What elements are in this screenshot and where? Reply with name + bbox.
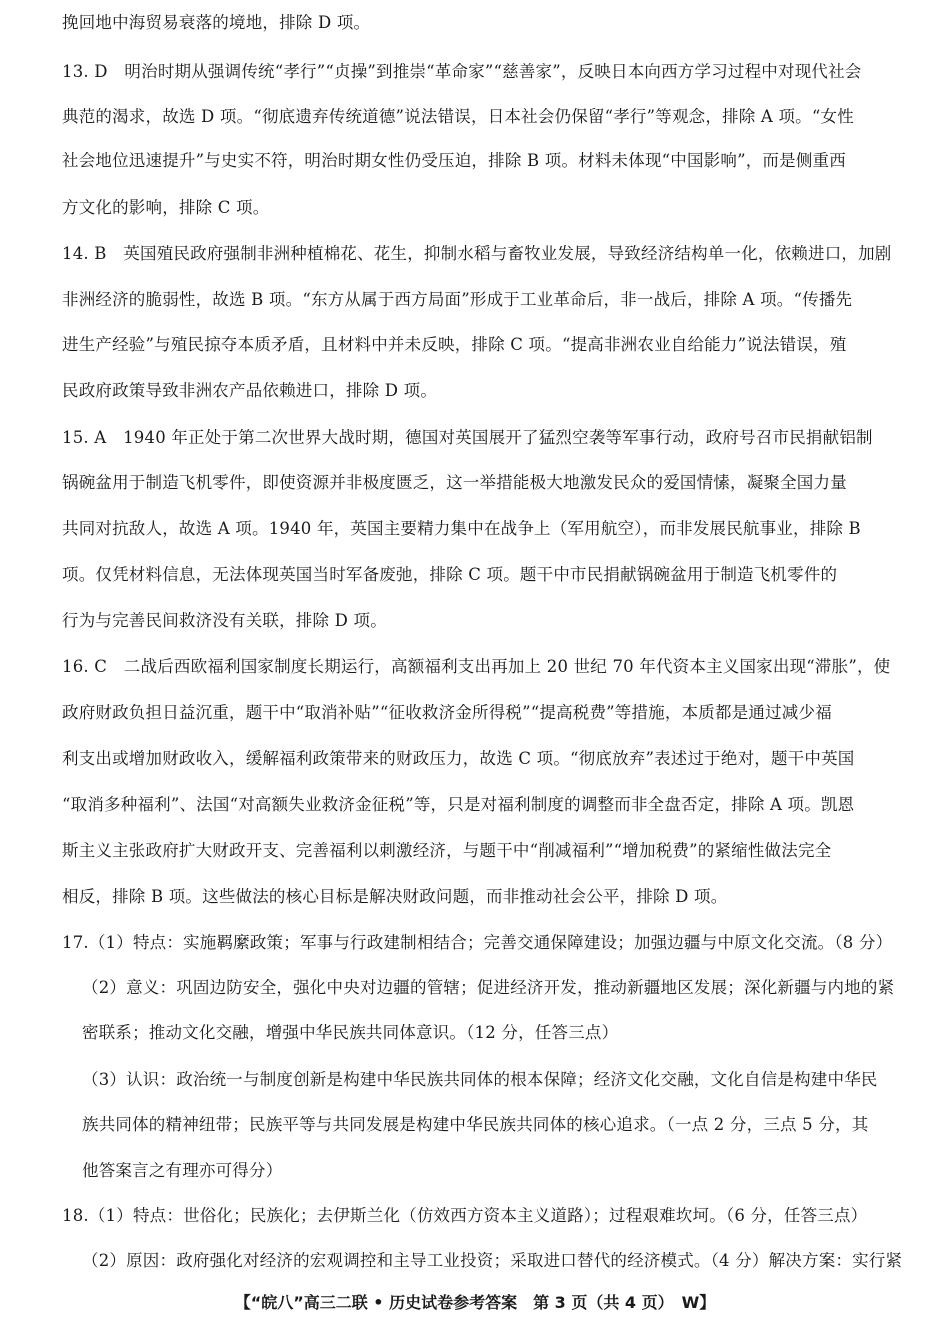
text-line: 民政府政策导致非洲农产品依赖进口，排除 D 项。 (62, 381, 438, 400)
text-line: 政府财政负担日益沉重，题干中“取消补贴”“征收救济金所得税”“提高税费”等措施，本质都是通过减少福 (62, 703, 832, 722)
text-line: 相反，排除 B 项。这些做法的核心目标是解决财政问题，而非推动社会公平，排除 D 项。 (62, 887, 728, 906)
text-line: （2）原因：政府强化对经济的宏观调控和主导工业投资；采取进口替代的经济模式。（4 分）解决方案：实行紧 (82, 1251, 903, 1270)
text-line: 18.（1）特点：世俗化；民族化；去伊斯兰化（仿效西方资本主义道路）；过程艰难坎坷。（6 分，任答三点） (62, 1206, 868, 1225)
text-line: 利支出或增加财政收入，缓解福利政策带来的财政压力，故选 C 项。“彻底放弃”表述过于绝对，题干中英国 (62, 749, 855, 768)
text-line: 进生产经验”与殖民掠夺本质矛盾，且材料中并未反映，排除 C 项。“提高非洲农业自给能力”说法错误，殖 (62, 335, 847, 354)
text-line: “取消多种福利”、法国“对高额失业救济金征税”等，只是对福利制度的调整而非全盘否定，排除 A 项。凯恩 (62, 795, 855, 814)
text-line: 方文化的影响，排除 C 项。 (62, 198, 270, 217)
text-line: 16. C 二战后西欧福利国家制度长期运行，高额福利支出再加上 20 世纪 70 年代资本主义国家出现“滞胀”，使 (62, 657, 891, 676)
text-line: 共同对抗敌人，故选 A 项。1940 年，英国主要精力集中在战争上（军用航空），而非发展民航事业，排除 B (62, 519, 861, 538)
text-line: 社会地位迅速提升”与史实不符，明治时期女性仍受压迫，排除 B 项。材料未体现“中国影响”，而是侧重西 (62, 151, 846, 170)
text-line: 典范的渴求，故选 D 项。“彻底遗弃传统道德”说法错误，日本社会仍保留“孝行”等观念，排除 A 项。“女性 (62, 107, 854, 126)
text-line: 14. B 英国殖民政府强制非洲种植棉花、花生，抑制水稻与畜牧业发展，导致经济结构单一化，依赖进口，加剧 (62, 244, 892, 263)
text-line: 锅碗盆用于制造飞机零件，即使资源并非极度匮乏，这一举措能极大地激发民众的爱国情愫，凝聚全国力量 (62, 473, 847, 492)
text-line: 挽回地中海贸易衰落的境地，排除 D 项。 (62, 13, 371, 32)
text-line: 斯主义主张政府扩大财政开支、完善福利以刺激经济，与题干中“削减福利”“增加税费”的紧缩性做法完全 (62, 841, 832, 860)
text-line: 行为与完善民间救济没有关联，排除 D 项。 (62, 611, 387, 630)
text-line: 13. D 明治时期从强调传统“孝行”“贞操”到推崇“革命家”“慈善家”，反映日本向西方学习过程中对现代社会 (62, 62, 862, 81)
text-line: 非洲经济的脆弱性，故选 B 项。“东方从属于西方局面”形成于工业革命后，非一战后，排除 A 项。“传播先 (62, 290, 853, 309)
text-line: 族共同体的精神纽带；民族平等与共同发展是构建中华民族共同体的核心追求。（一点 2 分，三点 5 分，其 (82, 1115, 869, 1134)
text-line: 15. A 1940 年正处于第二次世界大战时期，德国对英国展开了猛烈空袭等军事行动，政府号召市民捐献铝制 (62, 428, 873, 447)
text-line: 项。仅凭材料信息，无法体现英国当时军备废弛，排除 C 项。题干中市民捐献锅碗盆用于制造飞机零件的 (62, 565, 838, 584)
text-line: 17.（1）特点：实施羁縻政策；军事与行政建制相结合；完善交通保障建设；加强边疆与中原文化交流。（8 分） (62, 933, 893, 952)
text-line: （2）意义：巩固边防安全，强化中央对边疆的管辖；促进经济开发，推动新疆地区发展；深化新疆与内地的紧 (82, 978, 895, 997)
page-footer: 【“皖八”高三二联 • 历史试卷参考答案 第 3 页（共 4 页） W】 (234, 1293, 716, 1312)
text-line: 他答案言之有理亦可得分） (82, 1161, 283, 1180)
text-line: （3）认识：政治统一与制度创新是构建中华民族共同体的根本保障；经济文化交融，文化自信是构建中华民 (82, 1070, 878, 1089)
text-line: 密联系；推动文化交融，增强中华民族共同体意识。（12 分，任答三点） (82, 1023, 619, 1042)
